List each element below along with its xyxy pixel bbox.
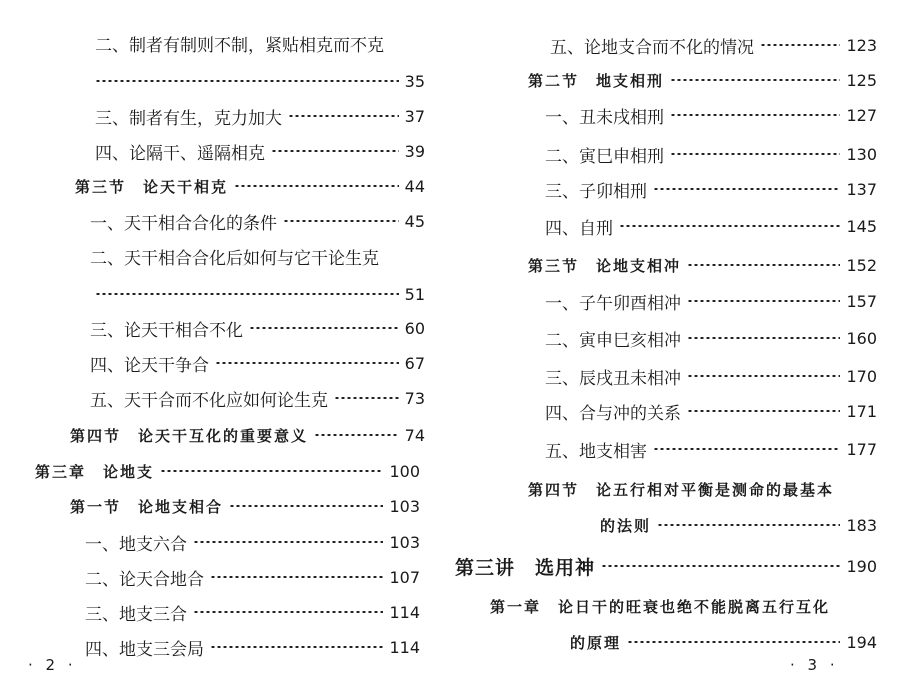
page-number-left: · 2 · — [28, 656, 77, 674]
entry-title: 一、子午卯酉相冲 — [545, 293, 681, 314]
toc-section-entry — [70, 420, 425, 450]
leader-dots — [670, 114, 840, 116]
entry-title: 一、地支六合 — [85, 534, 187, 555]
leader-dots — [210, 646, 383, 648]
entry-page: 160 — [846, 328, 877, 348]
leader-dots — [687, 264, 840, 266]
toc-entry — [550, 30, 877, 60]
leader-dots — [283, 220, 399, 222]
entry-title: 第三节 论天干相克 — [75, 177, 229, 196]
entry-title: 二、论天合地合 — [85, 569, 204, 590]
toc-entry — [90, 241, 410, 271]
entry-title: 二、天干相合合化后如何与它干论生克 — [90, 248, 379, 269]
entry-title: 第三章 论地支 — [35, 462, 155, 481]
toc-entry — [545, 174, 877, 204]
leader-dots — [619, 225, 840, 227]
leader-dots — [95, 80, 399, 82]
entry-page: 194 — [846, 632, 877, 652]
leader-dots — [627, 641, 840, 643]
entry-title: 一、天干相合合化的条件 — [90, 213, 277, 234]
entry-page: 44 — [404, 176, 425, 196]
entry-title: 第四节 论天干互化的重要意义 — [70, 426, 309, 445]
entry-title: 一、丑未戌相刑 — [545, 107, 664, 128]
entry-title: 的原理 — [570, 633, 622, 652]
entry-page: 114 — [389, 637, 420, 657]
entry-title: 第四节 论五行相对平衡是测命的最基本 — [528, 480, 835, 499]
entry-title: 第一节 论地支相合 — [70, 497, 224, 516]
entry-title: 第三节 论地支相冲 — [528, 256, 682, 275]
toc-section-entry — [70, 491, 420, 521]
entry-title: 第一章 论日干的旺衰也绝不能脱离五行互化 — [490, 597, 831, 616]
entry-page: 103 — [389, 532, 420, 552]
entry-page: 127 — [846, 105, 877, 125]
entry-title: 三、辰戌丑未相冲 — [545, 368, 681, 389]
leader-dots — [670, 79, 840, 81]
toc-entry — [545, 396, 877, 426]
entry-page: 74 — [404, 425, 425, 445]
leader-dots — [271, 150, 399, 152]
entry-title: 三、子卯相刑 — [545, 181, 647, 202]
toc-entry — [545, 211, 877, 241]
entry-page: 145 — [846, 216, 877, 236]
entry-title: 三、制者有生，克力加大 — [95, 108, 282, 129]
leader-dots — [657, 524, 840, 526]
entry-title: 四、论隔干、遥隔相克 — [95, 143, 265, 164]
leader-dots — [687, 337, 840, 339]
entry-page: 130 — [846, 144, 877, 164]
entry-title: 的法则 — [600, 516, 652, 535]
toc-chapter-entry — [35, 456, 420, 486]
entry-page: 37 — [404, 106, 425, 126]
leader-dots — [160, 470, 383, 472]
leader-dots — [687, 410, 840, 412]
entry-page: 107 — [389, 567, 420, 587]
toc-entry — [90, 348, 425, 378]
entry-page: 137 — [846, 179, 877, 199]
entry-page: 100 — [389, 461, 420, 481]
toc-entry — [85, 562, 420, 592]
toc-entry — [95, 66, 425, 96]
toc-entry — [545, 323, 877, 353]
entry-title: 第二节 地支相刑 — [528, 71, 665, 90]
toc-chapter-entry — [490, 591, 877, 621]
leader-dots — [288, 115, 399, 117]
leader-dots — [334, 397, 399, 399]
entry-title: 四、地支三会局 — [85, 639, 204, 660]
entry-page: 73 — [404, 388, 425, 408]
entry-title: 二、制者有制则不制，紧贴相克而不克 — [95, 35, 384, 56]
entry-page: 35 — [404, 71, 425, 91]
toc-entry — [95, 28, 400, 58]
leader-dots — [215, 362, 399, 364]
toc-entry — [95, 136, 425, 166]
leader-dots — [210, 576, 383, 578]
leader-dots — [653, 188, 840, 190]
toc-entry — [85, 632, 420, 662]
toc-section-entry — [528, 250, 877, 280]
leader-dots — [687, 300, 840, 302]
toc-entry — [545, 434, 877, 464]
toc-entry — [545, 100, 877, 130]
toc-entry — [545, 139, 877, 169]
toc-entry — [95, 101, 425, 131]
toc-section-entry — [528, 65, 877, 95]
entry-page: 123 — [846, 35, 877, 55]
leader-dots — [760, 44, 840, 46]
leader-dots — [234, 185, 399, 187]
toc-entry — [600, 510, 877, 540]
toc-section-entry — [75, 171, 425, 201]
entry-title: 四、合与冲的关系 — [545, 403, 681, 424]
leader-dots — [249, 327, 399, 329]
entry-title: 四、论天干争合 — [90, 355, 209, 376]
entry-page: 171 — [846, 401, 877, 421]
leader-dots — [193, 611, 383, 613]
leader-dots — [95, 293, 399, 295]
entry-title: 二、寅申巳亥相冲 — [545, 330, 681, 351]
leader-dots — [229, 505, 383, 507]
toc-section-entry — [528, 474, 877, 504]
entry-title: 三、地支三合 — [85, 604, 187, 625]
page-number-right: · 3 · — [790, 656, 839, 674]
entry-title: 五、天干合而不化应如何论生克 — [90, 390, 328, 411]
entry-title: 五、地支相害 — [545, 441, 647, 462]
entry-title: 五、论地支合而不化的情况 — [550, 37, 754, 58]
leader-dots — [314, 434, 399, 436]
entry-title: 四、自刑 — [545, 218, 613, 239]
entry-page: 67 — [404, 353, 425, 373]
entry-page: 103 — [389, 496, 420, 516]
entry-page: 60 — [404, 318, 425, 338]
toc-entry — [85, 527, 420, 557]
entry-page: 190 — [846, 556, 877, 576]
entry-page: 114 — [389, 602, 420, 622]
entry-page: 152 — [846, 255, 877, 275]
entry-page: 183 — [846, 515, 877, 535]
toc-entry — [85, 597, 420, 627]
toc-entry — [545, 286, 877, 316]
entry-title: 二、寅巳申相刑 — [545, 146, 664, 167]
entry-page: 51 — [404, 284, 425, 304]
leader-dots — [653, 448, 840, 450]
leader-dots — [687, 375, 840, 377]
entry-page: 177 — [846, 439, 877, 459]
leader-dots — [670, 153, 840, 155]
entry-page: 170 — [846, 366, 877, 386]
entry-page: 125 — [846, 70, 877, 90]
entry-page: 45 — [404, 211, 425, 231]
toc-entry — [570, 627, 877, 657]
leader-dots — [601, 565, 840, 567]
toc-entry — [90, 206, 425, 236]
toc-entry — [545, 361, 877, 391]
toc-entry — [90, 313, 425, 343]
toc-entry — [90, 383, 425, 413]
toc-entry — [95, 279, 425, 309]
entry-title: 第三讲 选用神 — [455, 556, 596, 579]
entry-page: 157 — [846, 291, 877, 311]
entry-title: 三、论天干相合不化 — [90, 320, 243, 341]
toc-lecture-entry — [455, 551, 877, 581]
entry-page: 39 — [404, 141, 425, 161]
leader-dots — [193, 541, 383, 543]
